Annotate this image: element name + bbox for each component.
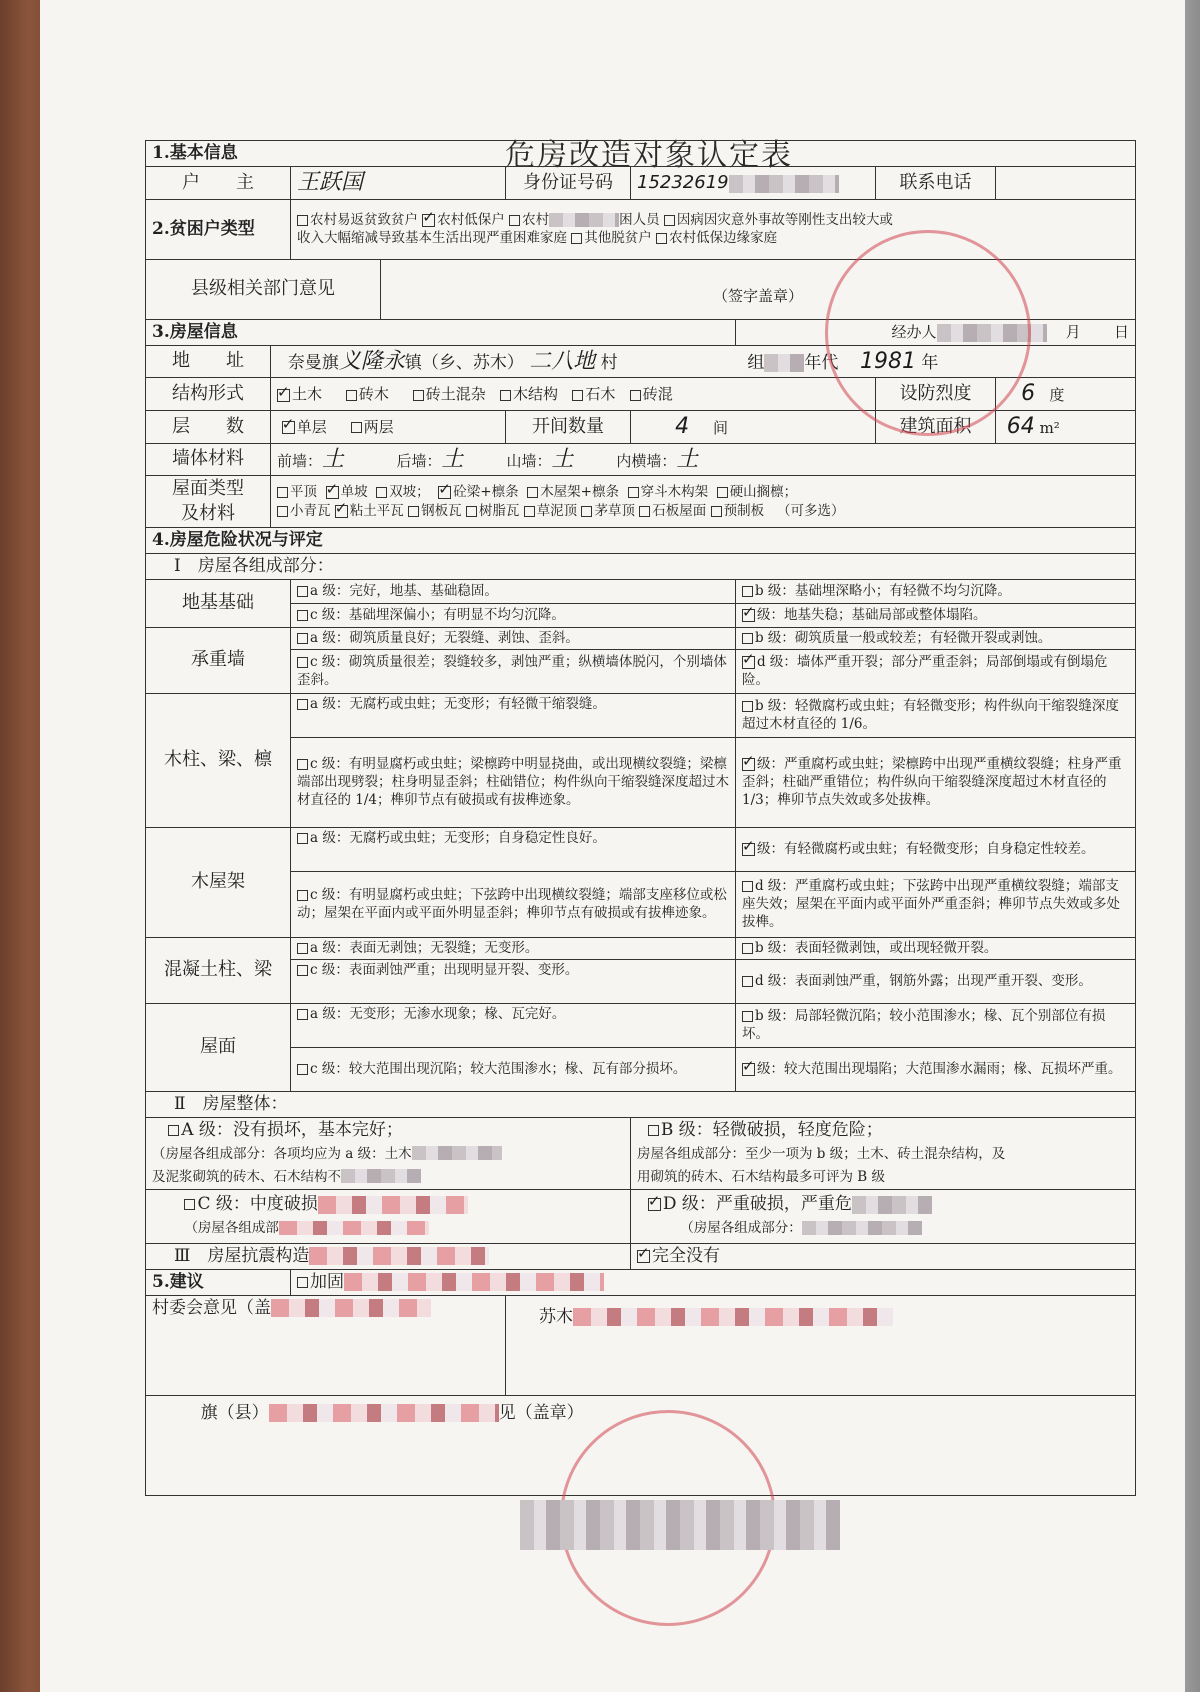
grade-d-text: d 级：严重腐朽或虫蛀；下弦跨中出现严重横纹裂缝；端部支座失效；屋架在平面内或平面外严重歪斜；榫卯节点失效或多处拔榫。 [742, 878, 1120, 931]
suggestion-cell [291, 1269, 1136, 1295]
grade-a-text: a 级：无变形；无渗水现象；椽、瓦完好。 [310, 1005, 566, 1022]
handler-label: 经办人 [891, 323, 937, 341]
floors-label: 层 数 [146, 411, 271, 444]
side-wall-value: 土 [551, 446, 574, 472]
checkbox-mat-2[interactable] [408, 506, 419, 517]
redacted-block [279, 1221, 429, 1235]
part3-label [146, 1243, 631, 1269]
roof-opt: 木屋架+檩条 [540, 484, 619, 501]
grade-a [291, 693, 736, 737]
checkbox-roof-2[interactable] [376, 487, 387, 498]
grade-c-text: c 级：有明显腐朽或虫蛀；下弦跨中出现横纹裂缝；端部支座移位或松动；屋架在平面内或平面外明显歪斜；榫卯节点有破损或有拔榫迹象。 [297, 887, 727, 922]
struct-opt: 砖土混杂 [425, 385, 486, 404]
area-value: 64 [1006, 414, 1035, 439]
grade-c-text: c 级：较大范围出现沉陷；较大范围渗水；椽、瓦有部分损坏。 [310, 1061, 687, 1078]
bays-unit: 间 [713, 419, 729, 437]
address-label: 地 址 [146, 345, 271, 378]
whole-grade-d [631, 1189, 1136, 1243]
structure-options [271, 378, 876, 411]
redacted-block [549, 213, 619, 227]
sign-label: （签字盖章） [713, 286, 804, 305]
back-wall-value: 土 [441, 446, 464, 472]
mat-opt: 粘土平瓦 [349, 502, 404, 519]
checkbox-mat-4[interactable] [524, 506, 535, 517]
redacted-block [344, 1273, 604, 1291]
struct-opt: 砖混 [642, 385, 673, 404]
grade-b [736, 827, 1136, 871]
grade-b [736, 1003, 1136, 1047]
checkbox-d[interactable] [742, 976, 753, 987]
component-name: 屋面 [146, 1003, 291, 1091]
checkbox-b[interactable] [742, 586, 753, 597]
checkbox-rigid-expense[interactable] [664, 215, 675, 226]
redacted-block [852, 1196, 932, 1214]
grade-a [291, 937, 736, 959]
village-opinion-label: 村委会意见（盖 [152, 1297, 271, 1318]
grade-d [736, 1047, 1136, 1091]
checkbox-d-checked[interactable] [742, 656, 755, 669]
checkbox-struct-4[interactable] [572, 390, 583, 401]
checkbox-B[interactable] [648, 1125, 659, 1136]
checkbox-roof-3[interactable] [438, 486, 451, 499]
checkbox-struct-0[interactable] [277, 389, 290, 402]
grade-a-text: a 级：无腐朽或虫蛀；无变形；有轻微干缩裂缝。 [310, 695, 606, 712]
grade-B-note: 房屋各组成部分：至少一项为 b 级；土木、砖土混杂结构，及 [637, 1145, 1006, 1162]
grade-b-text: b 级：砌筑质量一般或较差；有轻微开裂或剥蚀。 [755, 630, 1052, 647]
mat-opt: 钢板瓦 [421, 502, 462, 519]
checkbox-d-checked[interactable] [742, 1063, 755, 1076]
floors-double: 两层 [363, 417, 394, 436]
checkbox-a[interactable] [297, 943, 308, 954]
checkbox-a[interactable] [297, 633, 308, 644]
floors-single: 单层 [296, 417, 327, 436]
grade-b [736, 627, 1136, 649]
owner-label: 户 主 [146, 166, 291, 199]
mat-opt: 石板屋面 [652, 502, 707, 519]
bays-label: 开间数量 [506, 411, 631, 444]
checkbox-a[interactable] [297, 586, 308, 597]
grade-b-text: b 级：表面轻微剥蚀，或出现轻微开裂。 [755, 940, 998, 957]
fortify-unit: 度 [1049, 386, 1065, 405]
grade-b-text: b 级：基础埋深略小；有轻微不均匀沉降。 [755, 583, 1011, 600]
grade-a [291, 1003, 736, 1047]
grade-c [291, 649, 736, 693]
grade-c-text: c 级：有明显腐朽或虫蛀；梁檩跨中明显挠曲，或出现横纹裂缝；梁檩端部出现劈裂；柱身明显歪斜；柱础错位；构件纵向干缩裂缝深度超过木材直径的 1/4；榫卯节点有破损或有拔榫迹象。 [297, 756, 729, 809]
fortify-label: 设防烈度 [876, 378, 996, 411]
section3-header: 3.房屋信息 [146, 319, 736, 345]
checkbox-roof-6[interactable] [717, 487, 728, 498]
addr-village-suffix: 村 [600, 352, 618, 373]
checkbox-D-checked[interactable] [648, 1198, 661, 1211]
checkbox-b[interactable] [742, 701, 753, 712]
grade-A-text: A 级：没有损坏，基本完好； [181, 1119, 403, 1140]
grade-b-text: b 级：轻微腐朽或虫蛀；有轻微变形；构件纵向干缩裂缝深度超过木材直径的 1/6。 [742, 698, 1119, 733]
grade-D-text: D 级：严重破损，严重危 [662, 1194, 852, 1215]
village-opinion-cell [146, 1295, 506, 1395]
grade-b-text: b 级：局部轻微沉陷；较小范围渗水；椽、瓦个别部位有损坏。 [742, 1008, 1106, 1043]
checkbox-b[interactable] [742, 1011, 753, 1022]
grade-B-text: B 级：轻微破损，轻度危险； [660, 1119, 883, 1140]
opt-low-income: 农村低保户 [437, 211, 505, 228]
grade-d-text: 级：严重腐朽或虫蛀；梁檩跨中出现严重横纹裂缝；柱身严重歪斜；柱础严重错位；构件纵向干缩裂缝深度超过木材直径的 1/3；榫卯节点失效或多处拔榫。 [742, 756, 1122, 809]
opt-rural: 农村 [522, 211, 550, 228]
id-redacted [729, 175, 839, 193]
wall-label: 墙体材料 [146, 443, 271, 476]
grade-c-text: c 级：基础埋深偏小；有明显不均匀沉降。 [310, 607, 565, 624]
opt-income-drop: 收入大幅缩减导致基本生活出现严重困难家庭 [297, 230, 567, 247]
roof-label-line1: 屋面类型 [172, 478, 244, 500]
opt-hardship: 困人员 [619, 211, 660, 228]
addr-village: 二八地 [529, 348, 596, 374]
wall-materials [271, 443, 1136, 476]
grade-b [736, 937, 1136, 959]
day-label: 日 [1114, 323, 1130, 341]
front-wall-value: 土 [322, 446, 345, 472]
poverty-type-options [291, 199, 1136, 259]
redacted-block [269, 1404, 499, 1422]
checkbox-none-checked[interactable] [637, 1250, 650, 1263]
front-wall-label: 前墙： [277, 451, 323, 470]
phone-label: 联系电话 [876, 166, 996, 199]
part3-option [631, 1243, 1136, 1269]
component-name: 木屋架 [146, 827, 291, 937]
checkbox-struct-1[interactable] [346, 390, 357, 401]
grade-d-text: 级：较大范围出现塌陷；大范围渗水漏雨；椽、瓦损坏严重。 [757, 1061, 1122, 1078]
year-value: 1981 [859, 348, 916, 374]
redacted-block [309, 1247, 489, 1265]
grade-c [291, 871, 736, 937]
bays-cell [631, 411, 876, 444]
checkbox-d-checked[interactable] [742, 758, 755, 771]
checkbox-mat-7[interactable] [711, 506, 722, 517]
grade-a-text: a 级：砌筑质量良好；无裂缝、剥蚀、歪斜。 [310, 630, 579, 647]
checkbox-struct-5[interactable] [630, 390, 641, 401]
checkbox-C[interactable] [184, 1199, 195, 1210]
sumu-opinion-cell [506, 1295, 1136, 1395]
grade-B-note2: 用砌筑的砖木、石木结构最多可评为 B 级 [637, 1168, 886, 1185]
checkbox-mat-1[interactable] [335, 505, 348, 518]
struct-opt: 木结构 [513, 385, 559, 404]
checkbox-c[interactable] [297, 759, 308, 770]
roof-label-line2: 及材料 [181, 502, 235, 524]
county-final-label: 旗（县） [200, 1402, 269, 1423]
group-redacted [764, 354, 804, 372]
checkbox-roof-4[interactable] [527, 487, 538, 498]
struct-opt: 土木 [292, 385, 323, 404]
grade-d [736, 603, 1136, 627]
floors-options [271, 411, 506, 444]
component-name: 混凝土柱、梁 [146, 937, 291, 1003]
grade-a-text: a 级：完好，地基、基础稳固。 [310, 583, 498, 600]
id-value: 15232619 [637, 171, 729, 193]
back-wall-label: 后墙： [396, 451, 442, 470]
id-cell [631, 166, 876, 199]
part1-label: Ⅰ 房屋各组成部分： [146, 553, 1136, 579]
checkbox-b[interactable] [742, 633, 753, 644]
addr-town-suffix: 镇（乡、苏木） [404, 352, 524, 373]
grade-b [736, 579, 1136, 603]
checkbox-double-floor[interactable] [351, 422, 362, 433]
checkbox-other[interactable] [571, 233, 582, 244]
area-label: 建筑面积 [876, 411, 996, 444]
checkbox-rural[interactable] [509, 215, 520, 226]
section1-header: 1.基本信息 [146, 141, 1136, 167]
addr-town: 义隆永 [338, 348, 405, 374]
owner-value: 王跃国 [291, 166, 506, 199]
roof-opt: 硬山搁檩； [729, 484, 798, 501]
checkbox-roof-5[interactable] [628, 487, 639, 498]
checkbox-low-income-checked[interactable] [422, 214, 435, 227]
multi-select-note: （可多选） [776, 502, 845, 519]
checkbox-mat-3[interactable] [466, 506, 477, 517]
area-cell [996, 411, 1136, 444]
part3-opt-text: 完全没有 [652, 1245, 720, 1266]
component-name: 木柱、梁、檩 [146, 693, 291, 827]
checkbox-A[interactable] [168, 1125, 179, 1136]
grade-a [291, 627, 736, 649]
whole-grade-c [146, 1189, 631, 1243]
mat-opt: 树脂瓦 [478, 502, 520, 519]
redacted-signature [520, 1500, 840, 1550]
grade-a-text: a 级：无腐朽或虫蛀；无变形；自身稳定性良好。 [310, 829, 606, 846]
checkbox-easy-return[interactable] [297, 215, 308, 226]
county-opinion-label: 县级相关部门意见 [146, 259, 381, 319]
component-name: 承重墙 [146, 627, 291, 693]
grade-c-text: c 级：砌筑质量很差；裂缝较多，剥蚀严重；纵横墙体脱闪，个别墙体歪斜。 [297, 654, 727, 689]
checkbox-b[interactable] [742, 943, 753, 954]
checkbox-mat-6[interactable] [639, 506, 650, 517]
grade-c [291, 603, 736, 627]
whole-grade-b [631, 1117, 1136, 1189]
redacted-block [573, 1308, 893, 1326]
inner-wall-value: 土 [676, 446, 699, 472]
opt-rigid-expense: 因病因灾意外事故等刚性支出较大或 [676, 211, 893, 228]
struct-opt: 石木 [585, 385, 616, 404]
document-title: 危房改造对象认定表 [505, 138, 793, 173]
year-label: 年代 [804, 352, 839, 373]
grade-d-text: 级：地基失稳；基础局部或整体塌陷。 [757, 607, 987, 624]
checkbox-a[interactable] [297, 699, 308, 710]
roof-options [271, 476, 1136, 528]
mat-opt: 茅草顶 [594, 502, 635, 519]
checkbox-d-checked[interactable] [742, 609, 755, 622]
checkbox-c[interactable] [297, 890, 308, 901]
sumu-opinion-label: 苏木 [539, 1306, 574, 1327]
grade-b [736, 693, 1136, 737]
opt-easy-return: 农村易返贫致贫户 [310, 211, 418, 228]
mat-opt: 小青瓦 [290, 502, 331, 519]
redacted-block [412, 1146, 502, 1160]
grade-d [736, 649, 1136, 693]
grade-a [291, 827, 736, 871]
id-label: 身份证号码 [506, 166, 631, 199]
roof-opt: 单坡 [340, 484, 368, 501]
grade-c [291, 959, 736, 1003]
grade-b-text: 级：有轻微腐朽或虫蛀；有轻微变形；自身稳定性较差。 [757, 841, 1095, 858]
reinforce-opt: 加固 [310, 1271, 344, 1292]
checkbox-c[interactable] [297, 657, 308, 668]
county-final-suffix: 见（盖章） [498, 1402, 584, 1423]
area-unit: m² [1039, 419, 1060, 437]
inner-wall-label: 内横墙： [616, 451, 677, 470]
redacted-block [802, 1221, 922, 1235]
fortify-value: 6 [1021, 381, 1036, 407]
checkbox-edge[interactable] [656, 233, 667, 244]
phone-cell [996, 166, 1136, 199]
checkbox-single-floor[interactable] [282, 421, 295, 434]
roof-opt: 穿斗木构架 [640, 484, 709, 501]
redacted-block [341, 1169, 421, 1183]
whole-grade-a [146, 1117, 631, 1189]
grade-d-text: d 级：表面剥蚀严重，钢筋外露；出现严重开裂、变形。 [755, 973, 1092, 990]
checkbox-d[interactable] [742, 881, 753, 892]
opt-edge: 农村低保边缘家庭 [669, 230, 778, 247]
checkbox-struct-3[interactable] [500, 390, 511, 401]
roof-opt: 双坡； [389, 484, 430, 501]
year-unit: 年 [921, 352, 939, 373]
component-name: 地基基础 [146, 579, 291, 627]
grade-a [291, 579, 736, 603]
struct-opt: 砖木 [358, 385, 389, 404]
grade-d-text: d 级：墙体严重开裂；部分严重歪斜；局部倒塌或有倒塌危险。 [742, 654, 1108, 689]
grade-A-note2: 及泥浆砌筑的砖木、石木结构不 [152, 1168, 341, 1185]
part2-label: Ⅱ 房屋整体： [146, 1091, 1136, 1117]
bays-value: 4 [675, 414, 690, 439]
grade-D-note: （房屋各组成部分： [680, 1220, 802, 1237]
grade-A-note: （房屋各组成部分：各项均应为 a 级：土木 [152, 1145, 412, 1162]
section2-header: 2.贫困户类型 [146, 199, 291, 259]
section4-header: 4.房屋危险状况与评定 [146, 527, 1136, 553]
opt-other: 其他脱贫户 [584, 230, 652, 247]
group-label: 组 [747, 352, 765, 373]
redacted-block [271, 1299, 431, 1317]
roof-label [146, 476, 271, 528]
grade-c-text: c 级：表面剥蚀严重；出现明显开裂、变形。 [310, 961, 579, 978]
grade-d [736, 737, 1136, 827]
checkbox-mat-0[interactable] [277, 506, 288, 517]
checkbox-roof-0[interactable] [277, 487, 288, 498]
addr-banner: 奈曼旗 [287, 352, 339, 373]
checkbox-c[interactable] [297, 965, 308, 976]
red-seal-stamp [825, 230, 1031, 436]
checkbox-reinforce[interactable] [297, 1277, 308, 1288]
grade-d [736, 871, 1136, 937]
part3-text: Ⅲ 房屋抗震构造 [174, 1245, 310, 1266]
section5-header: 5.建议 [146, 1269, 291, 1295]
mat-opt: 草泥顶 [536, 502, 578, 519]
checkbox-a[interactable] [297, 833, 308, 844]
grade-a-text: a 级：表面无剥蚀；无裂缝；无变形。 [310, 940, 539, 957]
checkbox-c[interactable] [297, 1064, 308, 1075]
grade-C-text: C 级：中度破损 [197, 1194, 318, 1215]
grade-d [736, 959, 1136, 1003]
mat-opt: 预制板 [723, 502, 765, 519]
structure-label: 结构形式 [146, 378, 271, 411]
checkbox-mat-5[interactable] [581, 506, 592, 517]
month-label: 月 [1065, 323, 1081, 341]
grade-c [291, 737, 736, 827]
checkbox-c[interactable] [297, 610, 308, 621]
roof-opt: 平顶 [290, 484, 317, 501]
checkbox-a[interactable] [297, 1009, 308, 1020]
grade-c [291, 1047, 736, 1091]
redacted-block [318, 1196, 468, 1214]
grade-C-note: （房屋各组成部 [184, 1220, 279, 1237]
roof-opt: 砼梁+檩条 [453, 484, 519, 501]
side-wall-label: 山墙： [506, 451, 552, 470]
checkbox-struct-2[interactable] [413, 390, 424, 401]
checkbox-b-checked[interactable] [742, 843, 755, 856]
